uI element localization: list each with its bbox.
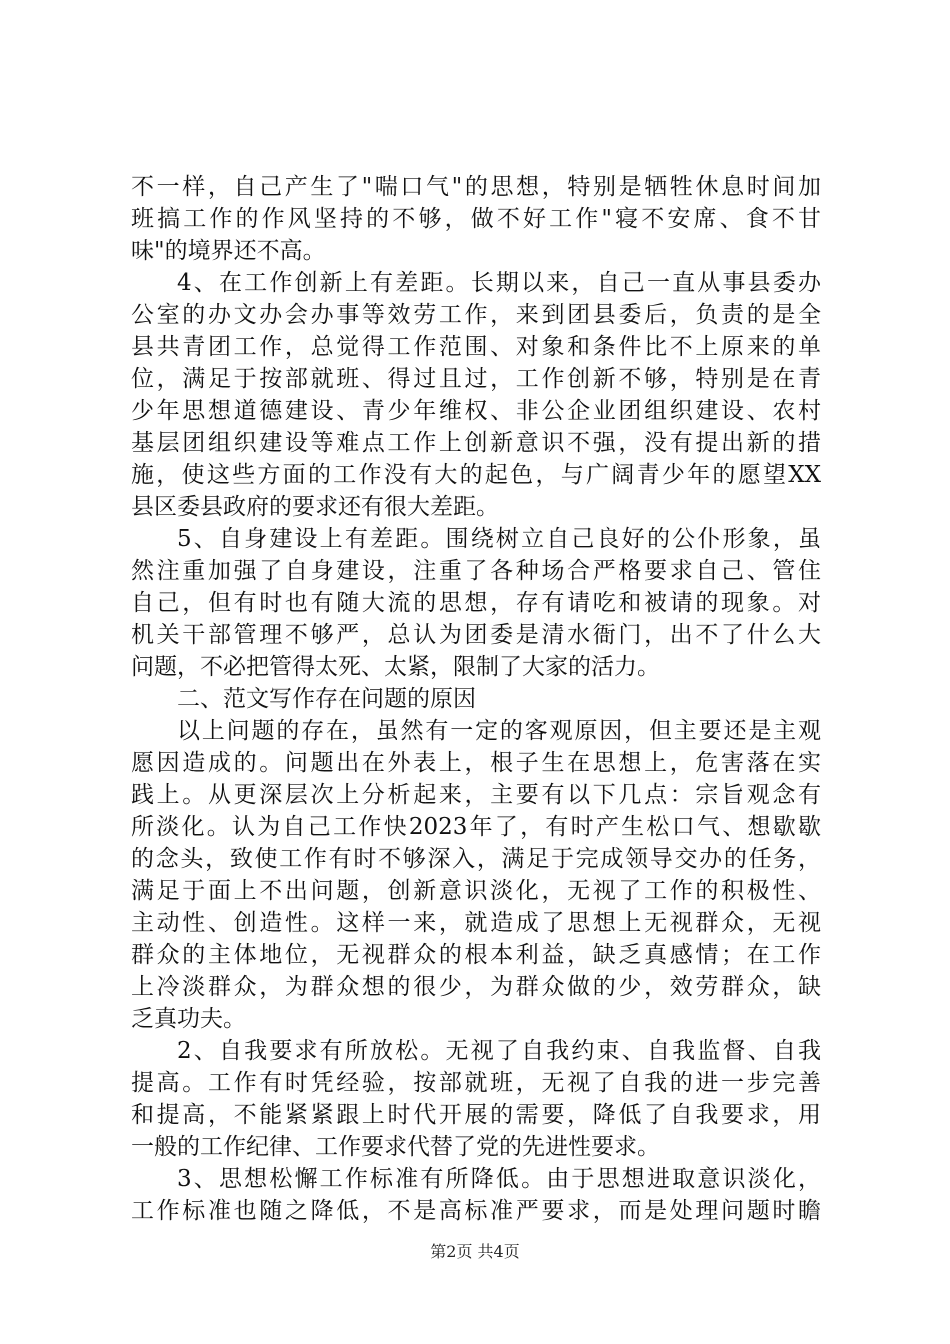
page-number-footer: 第2页 共4页 [430,1242,520,1261]
section-heading: 二、范文写作存在问题的原因 [177,686,476,712]
text-line: 不一样，自己产生了"喘口气"的思想，特别是牺牲休息时间加 [131,174,821,200]
text-line: 班搞工作的作风坚持的不够，做不好工作"寝不安席、食不甘 [131,206,821,232]
text-line: 施，使这些方面的工作没有大的起色，与广阔青少年的愿望XX [131,462,821,488]
text-line: 和提高，不能紧紧跟上时代开展的需要，降低了自我要求，用 [131,1102,821,1128]
text-line: 县区委县政府的要求还有很大差距。 [131,494,499,520]
text-line: 少年思想道德建设、青少年维权、非公企业团组织建设、农村 [131,398,821,424]
text-line: 3、思想松懈工作标准有所降低。由于思想进取意识淡化， [177,1166,821,1192]
text-line: 5、自身建设上有差距。围绕树立自己良好的公仆形象，虽 [177,526,821,552]
text-line: 4、在工作创新上有差距。长期以来，自己一直从事县委办 [177,270,821,296]
text-line: 县共青团工作，总觉得工作范围、对象和条件比不上原来的单 [131,334,821,360]
text-line: 一般的工作纪律、工作要求代替了党的先进性要求。 [131,1134,660,1160]
text-line: 自己，但有时也有随大流的思想，存有请吃和被请的现象。对 [131,590,821,616]
text-line: 上冷淡群众，为群众想的很少，为群众做的少，效劳群众，缺 [131,974,821,1000]
text-line: 基层团组织建设等难点工作上创新意识不强，没有提出新的措 [131,430,821,456]
text-line: 工作标准也随之降低，不是高标准严要求，而是处理问题时瞻 [131,1198,821,1224]
text-line: 的念头，致使工作有时不够深入，满足于完成领导交办的任务， [131,846,821,872]
text-line: 愿因造成的。问题出在外表上，根子生在思想上，危害落在实 [131,750,821,776]
text-line: 问题，不必把管得太死、太紧，限制了大家的活力。 [131,654,660,680]
text-line: 以上问题的存在，虽然有一定的客观原因，但主要还是主观 [177,718,821,744]
text-line: 乏真功夫。 [131,1006,246,1032]
text-line: 位，满足于按部就班、得过且过，工作创新不够，特别是在青 [131,366,821,392]
text-line: 提高。工作有时凭经验，按部就班，无视了自我的进一步完善 [131,1070,821,1096]
text-line: 群众的主体地位，无视群众的根本利益，缺乏真感情；在工作 [131,942,821,968]
text-line: 满足于面上不出问题，创新意识淡化，无视了工作的积极性、 [131,878,821,904]
text-line: 践上。从更深层次上分析起来，主要有以下几点：宗旨观念有 [131,782,821,808]
text-line: 所淡化。认为自己工作快2023年了，有时产生松口气、想歇歇 [131,814,821,840]
text-line: 机关干部管理不够严，总认为团委是清水衙门，出不了什么大 [131,622,821,648]
text-line: 主动性、创造性。这样一来，就造成了思想上无视群众，无视 [131,910,821,936]
text-line: 味"的境界还不高。 [131,238,326,264]
document-body [131,171,821,1227]
text-line: 2、自我要求有所放松。无视了自我约束、自我监督、自我 [177,1038,821,1064]
text-line: 然注重加强了自身建设，注重了各种场合严格要求自己、管住 [131,558,821,584]
text-line: 公室的办文办会办事等效劳工作，来到团县委后，负责的是全 [131,302,821,328]
